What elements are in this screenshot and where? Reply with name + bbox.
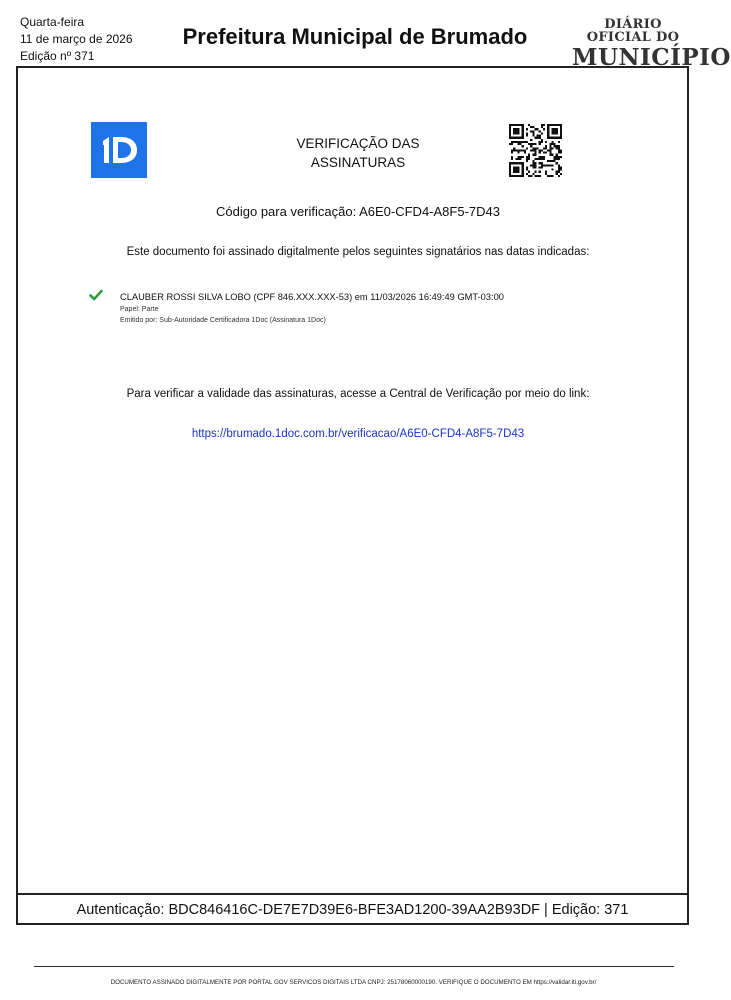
- masthead-line1: DIÁRIO OFICIAL DO: [586, 17, 680, 45]
- masthead-logo: [572, 17, 731, 71]
- check-icon: [89, 288, 103, 302]
- signatory-role: Papel: Parte: [120, 306, 159, 313]
- header-info: [20, 14, 133, 65]
- verification-link[interactable]: https://brumado.1doc.com.br/verificacao/A6E0-CFD4-A8F5-7D43: [191, 428, 525, 440]
- signatory-name: CLAUBER ROSSI SILVA LOBO (CPF 846.XXX.XXX-53) em 11/03/2026 16:49:49 GMT-03:00: [120, 292, 504, 302]
- signatory-issuer: Emitido por: Sub-Autoridade Certificadora 1Doc (Assinatura 1Doc): [120, 317, 326, 324]
- verification-title-line1: VERIFICAÇÃO DAS: [296, 136, 420, 151]
- digital-signature-note: DOCUMENTO ASSINADO DIGITALMENTE POR PORTAL GOV SERVICOS DIGITAIS LTDA CNPJ: 25178060000190. VERIFIQUE O DOCUMENTO EM https://validar.iti.gov.br/: [110, 979, 597, 986]
- masthead-line2: MUNICÍPIO: [572, 44, 731, 71]
- document-frame: [16, 66, 689, 925]
- onedoc-logo: [91, 122, 147, 178]
- qr-code-icon: [509, 124, 562, 177]
- header-weekday: Quarta-feira: [20, 15, 85, 29]
- verification-title: [228, 134, 488, 172]
- header-edition: Edição nº 371: [20, 49, 95, 63]
- authentication-code: Autenticação: BDC846416C-DE7E7D39E6-BFE3AD1200-39AA2B93DF | Edição: 371: [76, 902, 629, 918]
- page-title: Prefeitura Municipal de Brumado: [182, 24, 528, 49]
- footer-divider: [18, 893, 687, 895]
- verification-code: Código para verificação: A6E0-CFD4-A8F5-7D43: [216, 204, 500, 219]
- bottom-divider: [34, 966, 674, 967]
- header-date: 11 de março de 2026: [20, 32, 133, 46]
- verify-instructions: Para verificar a validade das assinaturas, acesse a Central de Verificação por meio do link:: [126, 388, 590, 400]
- signatories-intro: Este documento foi assinado digitalmente pelos seguintes signatários nas datas indicadas:: [126, 246, 590, 258]
- verification-title-line2: ASSINATURAS: [310, 155, 406, 170]
